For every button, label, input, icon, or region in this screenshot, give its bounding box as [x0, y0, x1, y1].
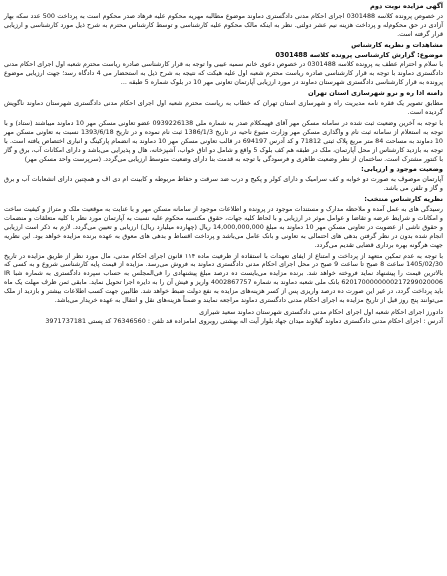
signature: دادورز اجرای احکام شعبه اول اجرای احکام مدنی دادگستری شهرستان دماوند سعید شیرازی [199, 308, 443, 316]
paragraph-valuation: رسیدگی های به عمل آمده و ملاحظه مدارک و مستندات موجود در پرونده و اطلاعات موجود از سامانه مسکن مهر و با عنایت به موقعیت ملک و متراژ و کیفیت ساخت و امکانات و شرایط عرضه و تقاضا و عوامل موثر در ارزیابی و با لحاظ کلیه جهات، حقوق مکتسبه محکوم علیه نسبت به آپارتمان مورد نظر با کلیه متعلقات و منضمات و حقوق ناشی از عضویت در تعاونی مسکن مهر 10 دماوند به مبلغ 14,000,000,000 ریال (چهارده میلیارد ریال) ارزیابی و تعیین می‌گردد. لازم به ذکر است ارزیابی انجام شده بدون در نظر گرفتن بدهی های احتمالی به تعاونی و بانک عامل می‌باشد و پرداخت اقساط و بدهی های معوق به عهده برنده مزایده خواهد بود. این نظریه جهت هرگونه بهره برداری قضایی تقدیم می‌گردد. [4, 205, 444, 249]
paragraph-apartment-description: آپارتمان موصوف به صورت دو خوابه و کف سرامیک و دارای کولر و پکیج و درب ضد سرقت و حفاظ مربوطه و کابینت ام دی اف و همچنین دارای انشعابات آب و برق و گاز و تلفن می باشد. [4, 175, 443, 193]
section-observations: مشاهدات و نظریه کارشناس [351, 40, 443, 49]
paragraph-housing-status: با توجه به آخرین وضعیت ثبت شده در سامانه مسکن مهر آقای فهیمکلام صدر به شماره ملی 0939226138 عضو تعاونی مسکن مهر 10 دماوند میباشند (ستاد) و با توجه به استعلام از سامانه ثبت نام و واگذاری مسکن مهر وزارت متبوع ناحیه در تاریخ 1386/1/3 ثبت نام نموده و در تاریخ 1393/6/18 نسبت به تعاونی مسکن مهر 10 دماوند به مساحت 84 متر مربع پلاک ثبتی 71812 و کد آدرس 694197 در قالب تعاونی مسکن مهر 10 دماوند به انضمام پارکینگ و انباری اختصاص یافته است. با توجه به بازدید کارشناس از محل آپارتمان، ملک در طبقه هم کف بلوک 5 واقع و شامل دو اتاق خواب، آشپزخانه، هال و پذیرایی می‌باشد و دارای امکانات آب، برق و گاز با کنتور مشترک است. ساختمان از نظر وضعیت ظاهری و فرسودگی با توجه به قدمت بنا دارای وضعیت متوسط ارزیابی می‌گردد. (سرپرست واحد مسکن مهر) [4, 118, 443, 163]
paragraph-letter: مطابق تصویر یک فقره نامه مدیریت راه و شهرسازی استان تهران که خطاب به ریاست محترم شعبه اول اجرای احکام مدنی دادگستری شهرستان دماوند ناگویش گردیده است. [4, 99, 443, 116]
paragraph-referral: با سلام و احترام عطف به پرونده کلاسه 0301488 در خصوص دعوی خانم سمیه عیبی وا توجه به قرار کارشناسی صادره ریاست محترم شعبه اول اجرای احکام مدنی دادگستری دماوند با توجه به قرار کارشناسی صادره ریاست محترم شعبه اول علیه هیکت که نتیجه به شرح ذیل به استحضار می 4 دادگاه رسد؛ جهت ارزیابی موضوع پرونده به قرار کارشناسی دادگستری شهرستان دماوند در مورد ارزیابی آپارتمان تعاونی مهر 10 در بلوک شماره 5 طبقه ... [4, 60, 443, 87]
current-status-label: وضعیت موجود و ارزیابی: [361, 165, 443, 174]
paragraph-auction-terms: با توجه به عدم تمکین متعهد از پرداخت و امتناع از ایفای تعهدات با استفاده از ظرفیت ماده ۱۱۴ قانون اجرای احکام مدنی، مال مورد نظر از طریق مزایده در تاریخ 1405/02/30 ساعت 8 صبح تا ساعت 9 صبح در محل اجرای احکام مدنی دادگستری دماوند به فروش می‌رسد. مزایده از قیمت پایه کارشناسی شروع و به کسی که بالاترین قیمت را پیشنهاد نماید فروخته خواهد شد. برنده مزایده می‌بایست ده درصد مبلغ پیشنهادی را فی‌المجلس به حساب سپرده دادگستری به شماره شبا IR 6201700000000217299020006 بانک ملی شعبه دماوند به شماره 4002867757 واریز و فیش آن را به دایره اجرا تحویل نماید. مابقی ثمن ظرف مهلت یک ماه باید پرداخت گردد، در غیر این صورت ده درصد واریزی پس از کسر هزینه‌های مزایده به نفع دولت ضبط خواهد شد. طالبین جهت کسب اطلاعات بیشتر و بازدید از ملک می‌توانند پنج روز قبل از تاریخ مزایده به اجرای احکام مدنی دادگستری دماوند مراجعه نمایند و ضمناً هزینه‌های نقل و انتقال به عهده خریدار می‌باشد. [4, 251, 443, 305]
address-line: آدرس : اجرای احکام مدنی دادگستری دماوند گیلاوند میدان جهاد بلوار آیت اله بهشتی روبروی امامزاده قد تلفن : 76346560 کد پستی 3971737181 [45, 316, 443, 325]
section-roads-housing: دامنه اذا ره و نرو شهرسازی استان تهران [308, 89, 443, 98]
notice-title: آگهی مزایده نوبت دوم [369, 2, 443, 10]
intro-paragraph: در خصوص پرونده کلاسه 0301488 اجرای احکام مدنی دادگستری دماوند موضوع مطالبه مهریه محکوم علیه فرهاد صدر محکوم است به پرداخت 500 عدد سکه بهار آزادی در حق محکوم‌له و پرداخت هزینه نیم عشر دولتی. نظر به اینکه مالک محکوم علیه کارشناسی و توسط کارشناس محترم به شرح ذیل مورد کارشناسی و ارزیابی قرار گرفته است. [4, 11, 443, 38]
section-expert-opinion: نظریه کارشناس منتخب: [364, 195, 443, 204]
report-subject: موضوع: گزارش کارشناسی پرونده کلاسه 0301488 [275, 50, 443, 59]
